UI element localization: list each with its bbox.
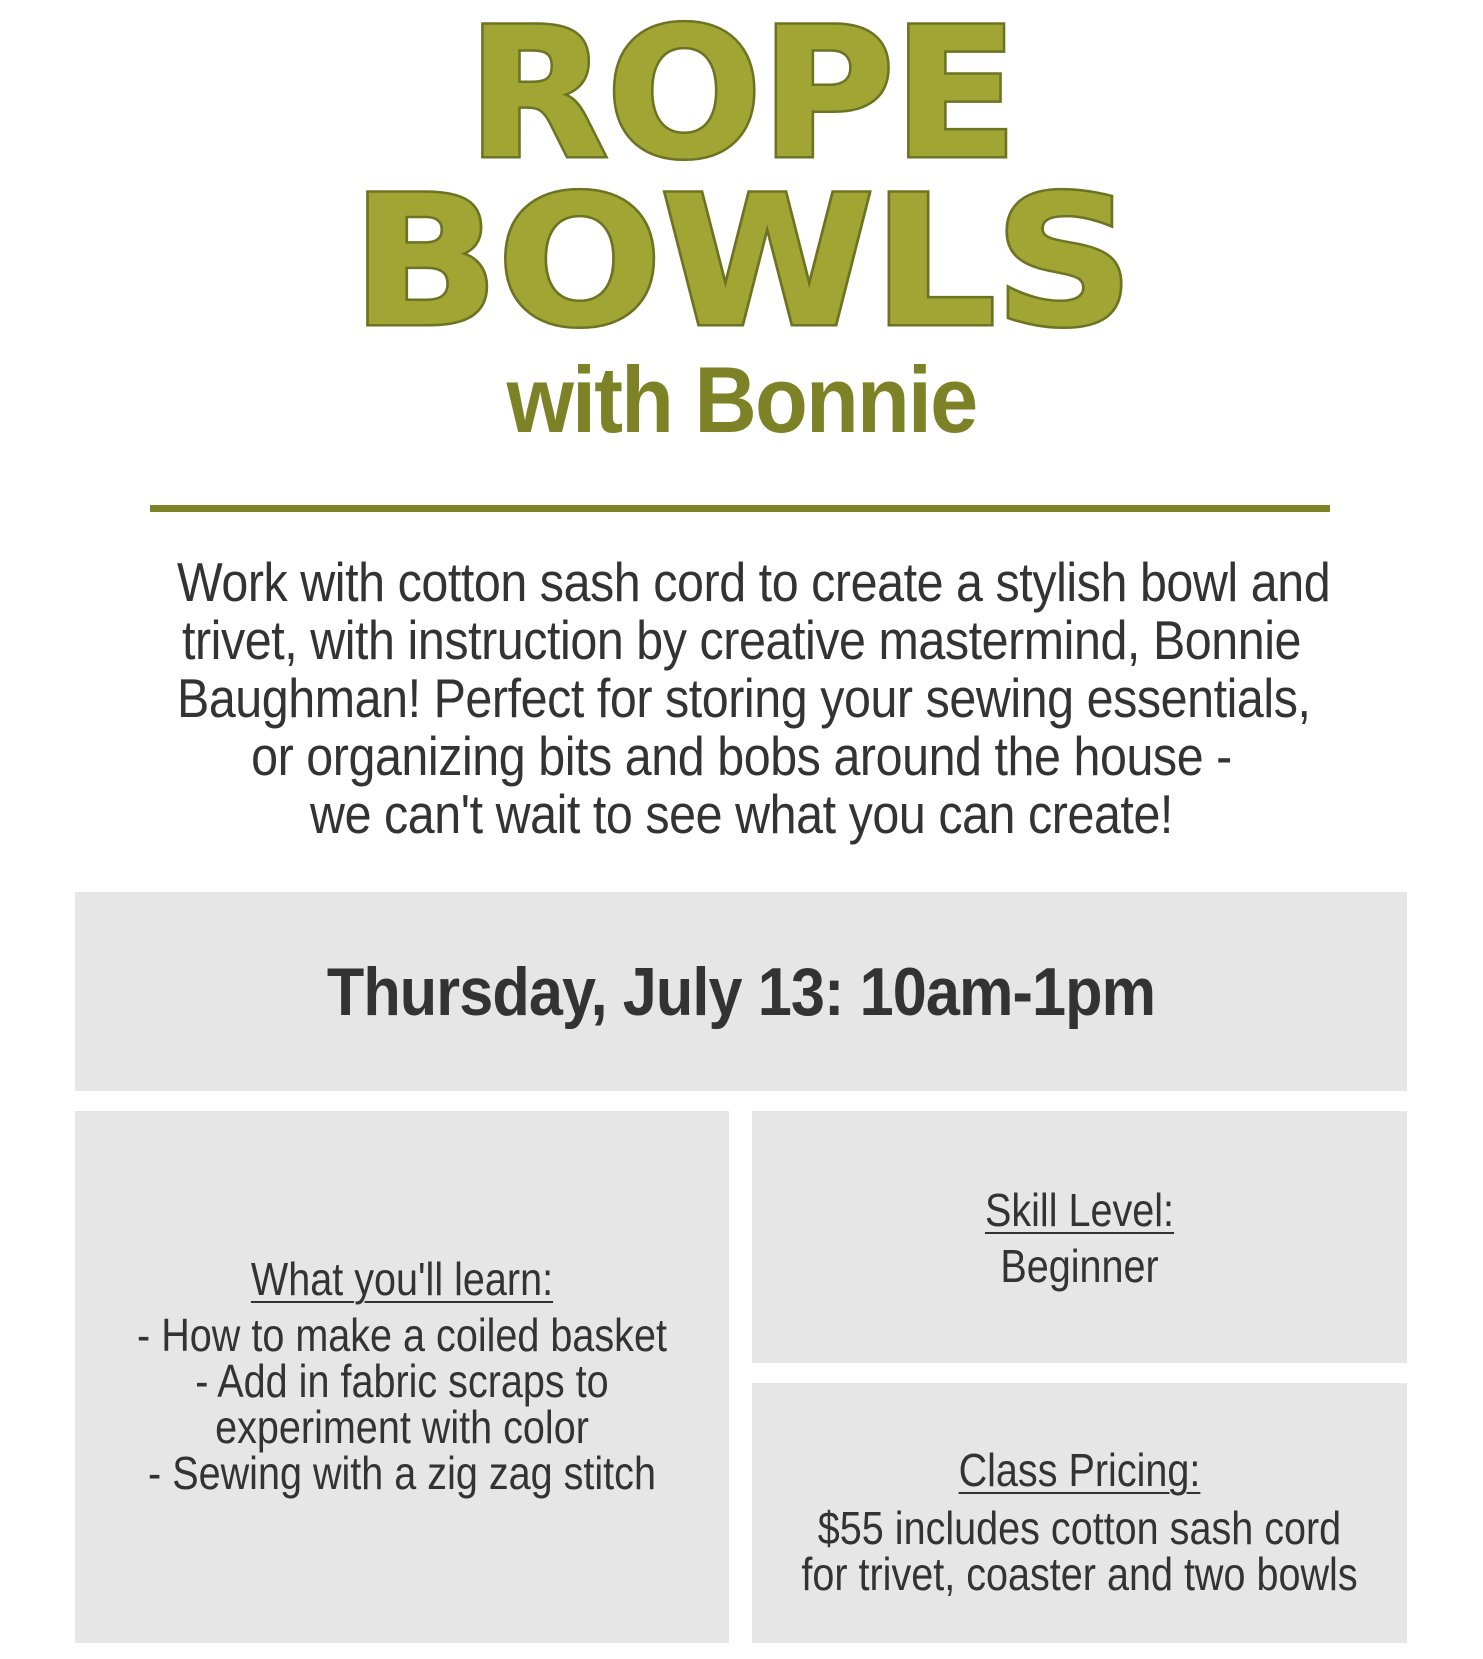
intro-line: trivet, with instruction by creative mastermind, Bonnie — [181, 609, 1302, 671]
skill-content — [752, 1184, 1407, 1292]
date-time-panel — [75, 892, 1407, 1091]
intro-line: Baughman! Perfect for storing your sewing essentials, — [176, 667, 1311, 729]
title-bowls: BOWLS — [351, 158, 1132, 367]
learn-heading: What you'll learn: — [250, 1253, 554, 1305]
intro-paragraph — [100, 553, 1383, 843]
subtitle-with-bonnie: with Bonnie — [506, 347, 977, 452]
pricing-detail: for trivet, coaster and two bowls — [801, 1548, 1358, 1600]
intro-line: Work with cotton sash cord to create a stylish bowl and — [176, 551, 1331, 613]
skill-heading: Skill Level: — [984, 1184, 1175, 1236]
learn-item: experiment with color — [215, 1401, 589, 1453]
pricing-content — [752, 1444, 1407, 1600]
pricing-detail: $55 includes cotton sash cord — [817, 1502, 1342, 1554]
intro-line: or organizing bits and bobs around the house - — [251, 725, 1232, 787]
pricing-panel — [752, 1383, 1407, 1643]
skill-level-panel — [752, 1111, 1407, 1363]
class-date-time: Thursday, July 13: 10am-1pm — [326, 954, 1156, 1030]
learn-panel — [75, 1111, 729, 1643]
learn-item: - Sewing with a zig zag stitch — [148, 1447, 656, 1499]
learn-item: - Add in fabric scraps to — [195, 1355, 609, 1407]
learn-content — [75, 1253, 729, 1499]
intro-line: we can't wait to see what you can create! — [310, 783, 1173, 845]
pricing-heading: Class Pricing: — [958, 1444, 1201, 1496]
learn-item: - How to make a coiled basket — [137, 1309, 667, 1361]
title-rope: ROPE — [466, 0, 1017, 199]
skill-value: Beginner — [1000, 1240, 1159, 1292]
title-divider — [150, 505, 1330, 512]
